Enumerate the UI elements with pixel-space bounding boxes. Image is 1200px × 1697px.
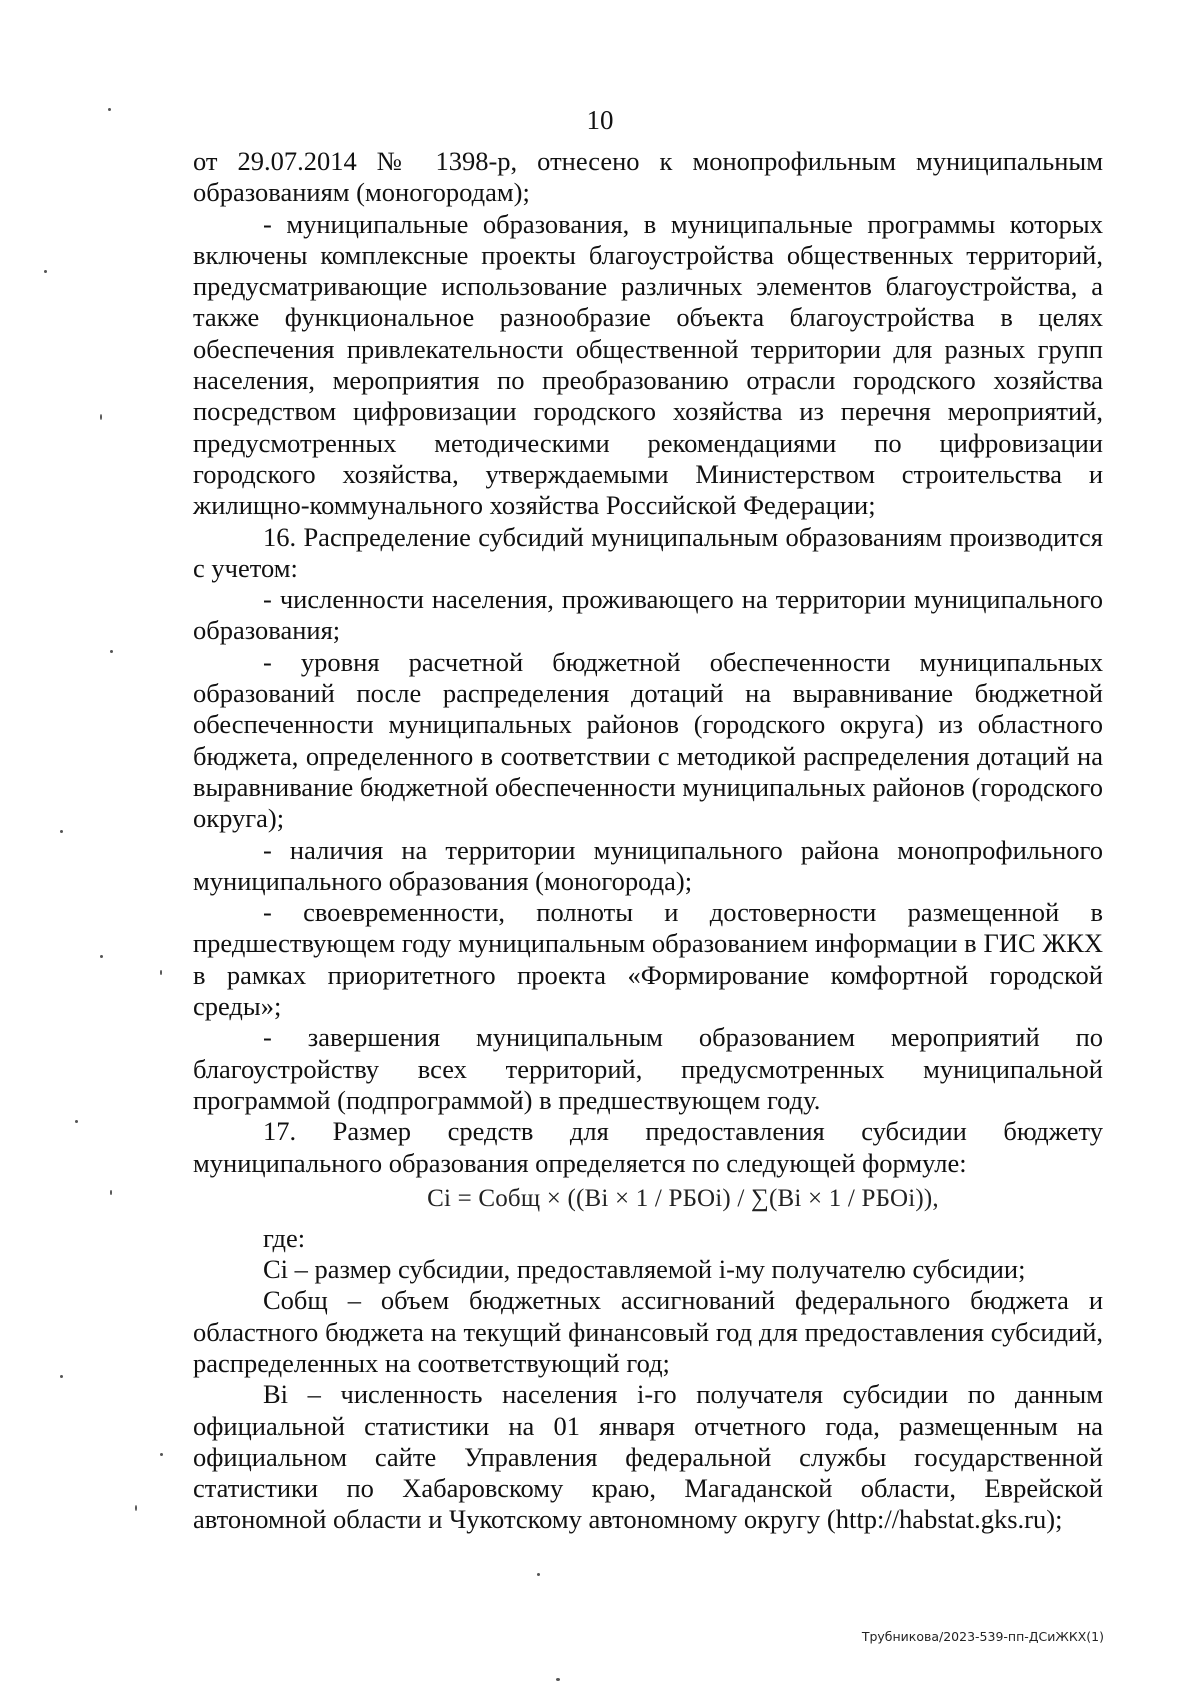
document-footer-code: Трубникова/2023-539-пп-ДСиЖКХ(1) xyxy=(861,1629,1104,1644)
scan-speck xyxy=(556,1678,560,1681)
paragraph-continuation: от 29.07.2014 № 1398-р, отнесено к монопрофильным муниципальным образованиям (моногородам); xyxy=(193,146,1103,208)
paragraph-17: 17. Размер средств для предоставления субсидии бюджету муниципального образования определяется по следующей формуле: xyxy=(193,1116,1103,1178)
scan-speck xyxy=(100,955,103,958)
scan-speck xyxy=(44,270,47,273)
scan-speck xyxy=(135,1505,137,1511)
document-body xyxy=(193,146,1103,1536)
definition-bi: Bi – численность населения i-го получателя субсидии по данным официальной статистики на 01 января отчетного года, размещенным на официальном сайте Управления федеральной службы государственной статистики по Хабаровскому краю, Магаданской области, Еврейской автономной области и Чукотскому автономному округу (http://habstat.gks.ru); xyxy=(193,1379,1103,1535)
page-number: 10 xyxy=(586,105,614,135)
subsidy-formula: Ci = Cобщ × ((Bi × 1 / РБОi) / ∑(Bi × 1 / РБОi)), xyxy=(427,1184,939,1212)
scan-speck xyxy=(100,414,102,420)
scan-speck xyxy=(75,1120,78,1123)
scan-speck xyxy=(108,108,111,111)
paragraph-item-completion: - завершения муниципальным образованием мероприятий по благоустройству всех территорий, предусмотренных муниципальной программой (подпрограммой) в предшествующем году. xyxy=(193,1022,1103,1115)
paragraph-where: где: xyxy=(263,1222,306,1253)
paragraph-item-public-territories: - муниципальные образования, в муниципальные программы которых включены комплексные проекты благоустройства общественных территорий, предусматривающие использование различных элементов благоустройства, а также функциональное разнообразие объекта благоустройства в целях обеспечения привлекательности общественной территории для разных групп населения, мероприятия по преобразованию отрасли городского хозяйства посредством цифровизации городского хозяйства из перечня мероприятий, предусмотренных методическими рекомендациями по цифровизации городского хозяйства, утверждаемыми Министерством строительства и жилищно-коммунального хозяйства Российской Федерации; xyxy=(193,208,1103,521)
paragraph-item-monotown: - наличия на территории муниципального района монопрофильного муниципального образования (моногорода); xyxy=(193,834,1103,896)
scan-speck xyxy=(160,970,162,975)
definition-ci: Ci – размер субсидии, предоставляемой i-му получателю субсидии; xyxy=(263,1254,1026,1285)
scan-speck xyxy=(60,1375,63,1378)
scan-speck xyxy=(110,1190,112,1195)
paragraph-item-gis-zhkh: - своевременности, полноты и достоверности размещенной в предшествующем году муниципальным образованием информации в ГИС ЖКХ в рамках приоритетного проекта «Формирование комфортной городской среды»; xyxy=(193,897,1103,1022)
paragraph-item-population: - численности населения, проживающего на территории муниципального образования; xyxy=(193,584,1103,646)
scan-speck xyxy=(160,1453,163,1456)
scan-speck xyxy=(537,1573,540,1576)
scan-speck xyxy=(110,650,113,653)
definition-cobsch: Cобщ – объем бюджетных ассигнований федерального бюджета и областного бюджета на текущий финансовый год для предоставления субсидий, распределенных на соответствующий год; xyxy=(193,1285,1103,1378)
paragraph-item-budget-level: - уровня расчетной бюджетной обеспеченности муниципальных образований после распределения дотаций на выравнивание бюджетной обеспеченности муниципальных районов (городского округа) из областного бюджета, определенного в соответствии с методикой распределения дотаций на выравнивание бюджетной обеспеченности муниципальных районов (городского округа); xyxy=(193,646,1103,834)
scan-speck xyxy=(60,830,63,833)
paragraph-16: 16. Распределение субсидий муниципальным образованиям производится с учетом: xyxy=(193,521,1103,583)
